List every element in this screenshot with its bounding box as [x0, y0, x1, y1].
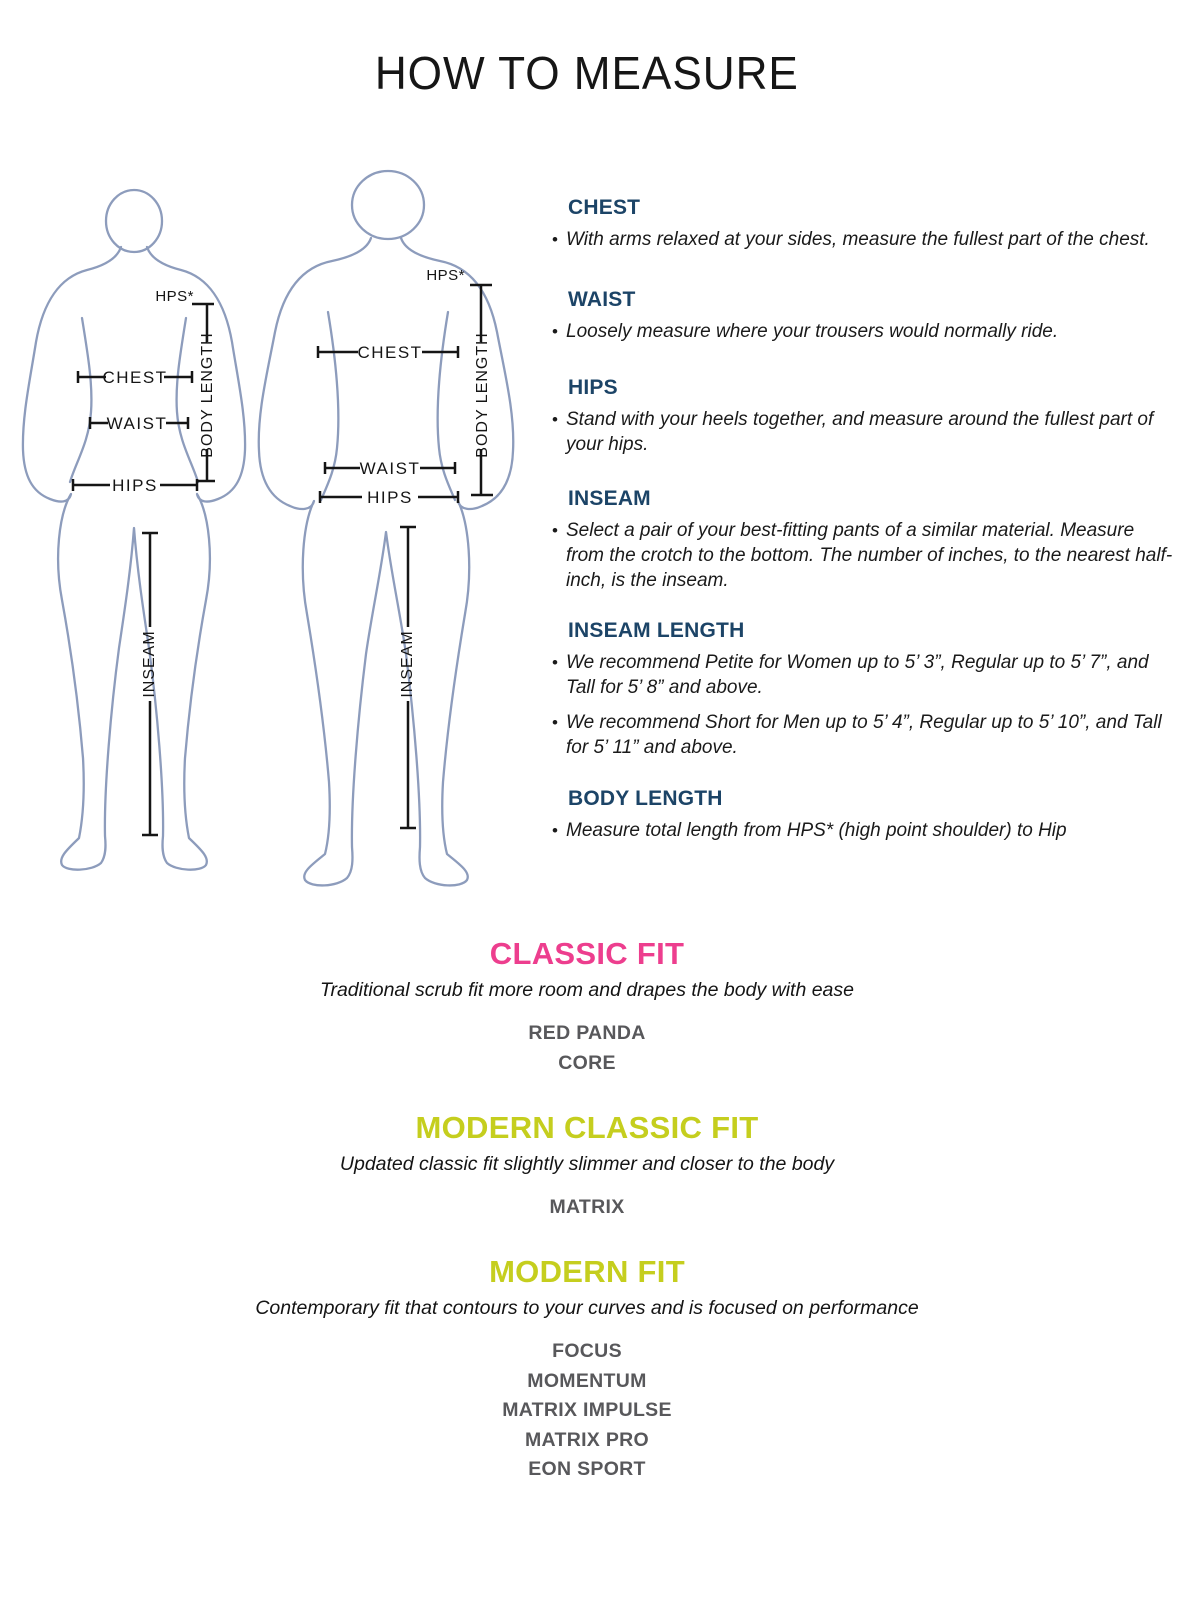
female-figure: [23, 190, 245, 870]
bullet-icon: •: [552, 521, 558, 540]
section-waist-bullet: [552, 319, 1174, 344]
male-hps-label: HPS*: [426, 267, 465, 284]
classic-fit-description: Traditional scrub fit more room and drapes the body with ease: [320, 979, 854, 1001]
female-chest-label: CHEST: [102, 368, 168, 387]
bullet-icon: •: [552, 410, 558, 429]
section-inseam-length-bullet-1: [552, 650, 1174, 700]
female-inseam-label: INSEAM: [141, 630, 158, 698]
section-inseam-heading: INSEAM: [568, 487, 651, 510]
male-chest-label: CHEST: [357, 343, 423, 362]
female-body-length-label: BODY LENGTH: [199, 332, 216, 458]
section-inseam-length: [552, 619, 1174, 770]
fit-item: CORE: [558, 1051, 616, 1074]
section-chest-heading: CHEST: [568, 196, 641, 219]
section-chest: [552, 196, 1174, 262]
section-hips-heading: HIPS: [568, 376, 618, 399]
section-waist-heading: WAIST: [568, 288, 636, 311]
page-title: HOW TO MEASURE: [374, 47, 800, 99]
section-inseam: [552, 487, 1174, 603]
fit-item: FOCUS: [552, 1340, 622, 1362]
bullet-icon: •: [552, 653, 558, 672]
classic-fit-heading: CLASSIC FIT: [489, 936, 685, 971]
female-waist-label: WAIST: [106, 414, 168, 433]
female-torso-side-right: [177, 318, 198, 482]
section-body-length-bullet: [552, 818, 1174, 843]
bullet-text: Loosely measure where your trousers would normally ride.: [566, 321, 1059, 342]
modern-fit-section: [0, 1254, 1174, 1485]
fit-item: MATRIX: [549, 1196, 625, 1218]
male-torso-side-right: [438, 312, 455, 500]
bullet-text: With arms relaxed at your sides, measure the fullest part of the chest.: [566, 229, 1150, 250]
female-head-outline: [106, 190, 162, 252]
male-body-length-label: BODY LENGTH: [474, 332, 491, 458]
male-figure: [259, 171, 514, 885]
section-inseam-length-bullet-2: [552, 710, 1174, 760]
classic-fit-items: [0, 1019, 1174, 1078]
bullet-text: Measure total length from HPS* (high point shoulder) to Hip: [566, 820, 1067, 841]
male-head-outline: [352, 171, 424, 239]
fit-item: RED PANDA: [528, 1022, 646, 1044]
bullet-icon: •: [552, 322, 558, 341]
classic-fit-section: [0, 936, 1174, 1078]
bullet-text: We recommend Short for Men up to 5’ 4”, Regular up to 5’ 10”, and Tall for 5’ 11” and above.: [566, 712, 1162, 758]
modern-fit-items: [0, 1337, 1174, 1485]
fit-item: MOMENTUM: [527, 1369, 647, 1392]
page-header: [0, 46, 1174, 100]
bullet-text: Select a pair of your best-fitting pants of a similar material. Measure from the crotch to the bottom. The number of inches, to the nearest half-inch, is the inseam.: [566, 520, 1173, 591]
section-inseam-length-heading: INSEAM LENGTH: [568, 619, 745, 642]
measurement-diagram: [0, 150, 540, 890]
male-waist-label: WAIST: [359, 459, 421, 478]
section-hips-bullet: [552, 407, 1174, 457]
bullet-icon: •: [552, 713, 558, 732]
modern-classic-fit-description: Updated classic fit slightly slimmer and closer to the body: [339, 1153, 835, 1175]
modern-classic-fit-items: [0, 1193, 1174, 1223]
female-hips-label: HIPS: [112, 476, 158, 495]
female-hps-label: HPS*: [155, 288, 194, 305]
female-torso-side-left: [70, 318, 91, 482]
male-torso-side-left: [321, 312, 338, 500]
modern-fit-description: Contemporary fit that contours to your curves and is focused on performance: [255, 1297, 919, 1319]
body-outlines-svg: [0, 150, 540, 890]
section-body-length: [552, 787, 1174, 853]
modern-classic-fit-section: [0, 1110, 1174, 1223]
bullet-text: We recommend Petite for Women up to 5’ 3”, Regular up to 5’ 7”, and Tall for 5’ 8” and above.: [566, 652, 1149, 698]
section-hips: [552, 376, 1174, 467]
bullet-icon: •: [552, 821, 558, 840]
male-inseam-label: INSEAM: [399, 630, 416, 698]
bullet-icon: •: [552, 230, 558, 249]
bullet-text: Stand with your heels together, and measure around the fullest part of your hips.: [566, 409, 1154, 455]
fit-item: MATRIX IMPULSE: [502, 1399, 672, 1421]
section-inseam-bullet: [552, 518, 1174, 593]
section-waist: [552, 288, 1174, 354]
section-body-length-heading: BODY LENGTH: [568, 787, 723, 810]
modern-fit-heading: MODERN FIT: [489, 1254, 685, 1289]
fit-item: EON SPORT: [528, 1458, 646, 1480]
fit-item: MATRIX PRO: [525, 1428, 649, 1451]
modern-classic-fit-heading: MODERN CLASSIC FIT: [415, 1110, 759, 1145]
section-chest-bullet: [552, 227, 1174, 252]
male-hips-label: HIPS: [367, 488, 413, 507]
